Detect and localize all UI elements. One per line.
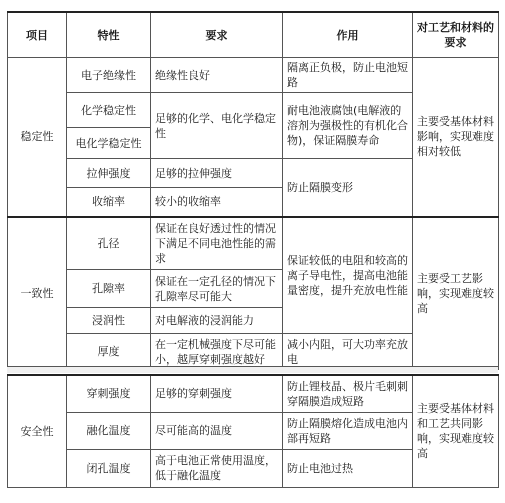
effect-cell: 防止锂枝晶、极片毛刺刺穿隔膜造成短路 [283,375,413,412]
feature-cell: 拉伸强度 [67,159,151,188]
requirement-cell: 尽可能高的温度 [151,412,283,449]
feature-cell: 孔隙率 [67,270,151,308]
requirement-cell: 保证在一定孔径的情况下孔隙率尽可能大 [151,270,283,308]
feature-cell: 孔径 [67,217,151,270]
feature-cell: 化学稳定性 [67,93,151,128]
feature-cell: 电化学稳定性 [67,128,151,159]
feature-cell: 融化温度 [67,412,151,449]
requirement-cell: 高于电池正常使用温度，低于融化温度 [151,449,283,487]
header-process-requirement: 对工艺和材料的要求 [413,12,499,58]
feature-cell: 浸润性 [67,308,151,334]
header-effect: 作用 [283,12,413,58]
group-name-consistency: 一致性 [8,217,67,370]
process-requirement-cell: 主要受工艺影响，实现难度较高 [413,217,499,370]
requirement-cell: 足够的穿刺强度 [151,375,283,412]
process-requirement-cell: 主要受基体材料和工艺共同影响，实现难度较高 [413,375,499,487]
process-requirement-cell: 主要受基体材料影响，实现难度相对较低 [413,58,499,217]
header-item: 项目 [8,12,67,58]
requirement-cell: 在一定机械强度下尽可能小，越厚穿刺强度越好 [151,334,283,370]
effect-cell: 防止隔膜变形 [283,159,413,217]
table-row [8,217,499,270]
effect-cell: 减小内阻，可大功率充放电 [283,334,413,370]
requirement-cell: 足够的化学、电化学稳定性 [151,93,283,159]
header-requirement: 要求 [151,12,283,58]
requirement-cell: 足够的拉伸强度 [151,159,283,188]
separator-properties-table [7,11,499,370]
table-row [8,375,499,412]
table-row [8,58,499,93]
feature-cell: 收缩率 [67,188,151,217]
table-header-row [8,12,499,58]
effect-cell: 耐电池液腐蚀(电解液的溶剂为强极性的有机化合物)，保证隔膜寿命 [283,93,413,159]
group-name-safety: 安全性 [8,375,67,487]
header-feature: 特性 [67,12,151,58]
effect-cell: 保证较低的电阻和较高的离子导电性，提高电池能量密度，提升充放电性能 [283,217,413,334]
effect-cell: 防止电池过热 [283,449,413,487]
effect-cell: 隔离正负极，防止电池短路 [283,58,413,93]
requirement-cell: 对电解液的浸润能力 [151,308,283,334]
feature-cell: 厚度 [67,334,151,370]
requirement-cell: 保证在良好透过性的情况下满足不同电池性能的需求 [151,217,283,270]
requirement-cell: 较小的收缩率 [151,188,283,217]
group-name-stability: 稳定性 [8,58,67,217]
feature-cell: 闭孔温度 [67,449,151,487]
requirement-cell: 绝缘性良好 [151,58,283,93]
effect-cell: 防止隔膜熔化造成电池内部再短路 [283,412,413,449]
feature-cell: 电子绝缘性 [67,58,151,93]
separator-safety-table [7,374,499,488]
feature-cell: 穿刺强度 [67,375,151,412]
section-divider [7,366,498,373]
